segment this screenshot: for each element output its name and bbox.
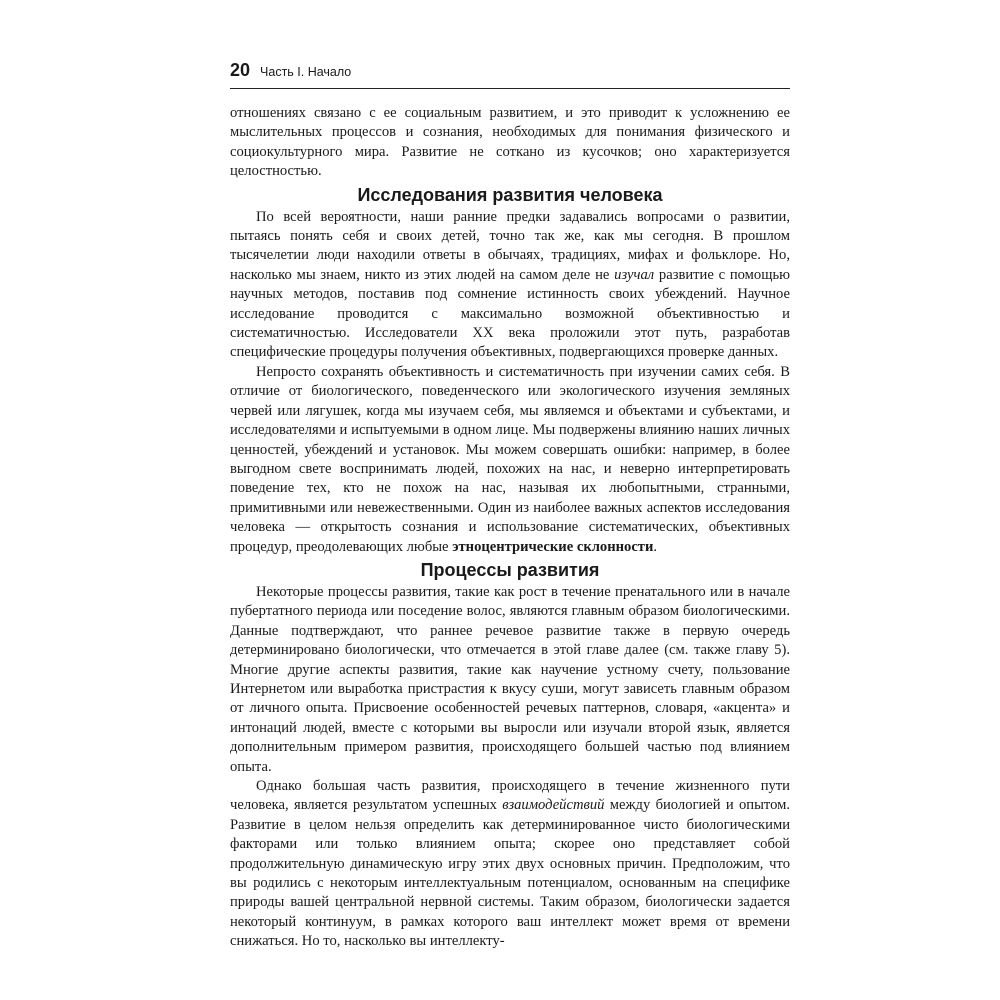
text-run: . — [653, 538, 658, 555]
italic-emphasis: взаимодействий — [502, 797, 605, 814]
section-heading-processes: Процессы развития — [420, 559, 600, 580]
bold-term: этноцентрические склонности — [452, 538, 654, 555]
paragraph-processes-2 — [230, 777, 790, 952]
paragraph-continuation: отношениях связано с ее социальным развитием, и это приводит к усложнению ее мыслительных процессов и сознания, необходимых для понимания физического и социокультурного мира. Развитие не соткано из кусочков; оно характеризуется целостностью. — [230, 105, 790, 180]
text-run: между биологией и опытом. Развитие в целом нельзя определить как детерминированное чисто биологическими факторами или только влиянием опыта; скорее оно представляет собой продолжительную динамическую игру этих двух основных причин. Предположим, что вы родились с некоторым интеллектуальным потенциалом, основанным на специфике природы вашей центральной нервной системы. Таким образом, биологически задается некоторый континуум, в рамках которого ваш интеллект может время от времени снижаться. Но то, насколько вы интеллекту- — [230, 797, 790, 950]
running-title: Часть I. Начало — [260, 65, 352, 79]
paragraph-research-1 — [230, 208, 790, 363]
book-page — [230, 60, 790, 952]
page-number: 20 — [230, 60, 251, 80]
text-run: развитие с помощью научных методов, поставив под сомнение истинность своих убеждений. Научное исследование проводится с максимально возможной объективностью и систематичностью. Исследователи XX века проложили этот путь, разработав специфические процедуры получения объективных, подвергающихся проверке данных. — [230, 266, 791, 361]
text-run: По всей вероятности, наши ранние предки задавались вопросами о развитии, пытаясь понять себя и своих детей, точно так же, как мы сегодня. В прошлом тысячелетии люди находили ответы в обычаях, традициях, мифах и фольклоре. Но, насколько мы знаем, никто из этих людей на самом деле не — [230, 208, 790, 283]
paragraph-research-2 — [230, 363, 790, 557]
text-run: Однако большая часть развития, происходящего в течение жизненного пути человека, является результатом успешных — [230, 778, 790, 814]
running-header — [230, 60, 790, 89]
section-heading-research: Исследования развития человека — [357, 184, 663, 205]
text-run: Непросто сохранять объективность и систематичность при изучении самих себя. В отличие от биологического, поведенческого или экологического изучения земляных червей или лягушек, когда мы изучаем себя, мы являемся и объектами и субъектами, и исследователями и испытуемыми в одном лице. Мы подвержены влиянию наших личных ценностей, убеждений и установок. Мы можем совершать ошибки: например, в более выгодном свете воспринимать людей, похожих на нас, и неверно интерпретировать поведение тех, кто не похож на нас, называя их любопытными, странными, примитивными или невежественными. Один из наиболее важных аспектов исследования человека — открытость сознания и использование систематических, объективных процедур, преодолевающих любые — [230, 363, 790, 555]
italic-emphasis: изучал — [614, 266, 655, 283]
paragraph-processes-1: Некоторые процессы развития, такие как рост в течение пренатального или в начале пубертатного периода или поседение волос, являются главным образом биологическими. Данные подтверждают, что раннее речевое развитие также в первую очередь детерминировано биологически, что отмечается в этой главе далее (см. также главу 5). Многие другие аспекты развития, такие как научение устному счету, пользование Интернетом или выработка пристрастия к вкусу суши, могут зависеть главным образом от личного опыта. Присвоение особенностей речевых паттернов, словаря, «акцента» и интонаций людей, вместе с которыми вы выросли или изучали второй язык, является дополнительным примером развития, происходящего большей частью под влиянием опыта. — [230, 583, 790, 775]
